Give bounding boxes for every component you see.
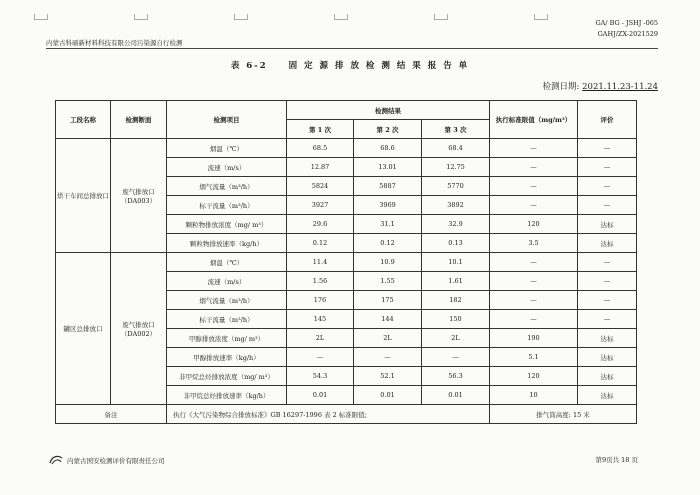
process-name: 罐区总排放口 <box>56 253 111 405</box>
run2-cell: 0.01 <box>354 386 422 405</box>
document-code-1: GA/ BG - JSHJ -065 <box>595 19 658 27</box>
limit-cell: 5.1 <box>490 348 578 367</box>
item-cell: 甲醇排放速率（kg/h） <box>167 348 287 367</box>
document-codes <box>595 18 658 40</box>
run3-cell: 5770 <box>422 177 490 196</box>
table-number: 表 6-2 <box>230 61 268 71</box>
run2-cell: 3969 <box>354 196 422 215</box>
run3-cell: 0.01 <box>422 386 490 405</box>
company-header: 内蒙古科硕新材料科技有限公司污染源自行检测 <box>46 39 183 47</box>
footer-org-name: 内蒙古国安检测评价有限责任公司 <box>67 456 165 465</box>
eval-cell: — <box>578 158 637 177</box>
limit-cell: — <box>490 291 578 310</box>
run1-cell: — <box>287 348 354 367</box>
header-eval: 评价 <box>578 101 637 139</box>
limit-cell: — <box>490 310 578 329</box>
run1-cell: 3927 <box>287 196 354 215</box>
item-cell: 标干流量（m³/h） <box>167 310 287 329</box>
header-run3: 第 3 次 <box>422 120 490 139</box>
item-cell: 烟温（℃） <box>167 139 287 158</box>
run3-cell: 182 <box>422 291 490 310</box>
run1-cell: 176 <box>287 291 354 310</box>
run3-cell: 0.13 <box>422 234 490 253</box>
run3-cell: 150 <box>422 310 490 329</box>
run2-cell: 144 <box>354 310 422 329</box>
note-row <box>56 405 637 424</box>
item-cell: 流速（m/s） <box>167 272 287 291</box>
run1-cell: 11.4 <box>287 253 354 272</box>
run3-cell: 56.3 <box>422 367 490 386</box>
eval-cell: — <box>578 253 637 272</box>
limit-cell: 3.5 <box>490 234 578 253</box>
run3-cell: 3892 <box>422 196 490 215</box>
table-row <box>56 253 637 272</box>
item-cell: 烟气流量（m³/h） <box>167 177 287 196</box>
binding-marks <box>34 14 634 22</box>
note-label: 备注 <box>56 405 167 424</box>
header-run2: 第 2 次 <box>354 120 422 139</box>
header-run1: 第 1 次 <box>287 120 354 139</box>
run2-cell: — <box>354 348 422 367</box>
limit-cell: 190 <box>490 329 578 348</box>
eval-cell: — <box>578 177 637 196</box>
test-date-value: 2021.11.23-11.24 <box>582 82 658 92</box>
limit-cell: — <box>490 158 578 177</box>
limit-cell: — <box>490 253 578 272</box>
item-cell: 烟温（℃） <box>167 253 287 272</box>
eval-cell: 达标 <box>578 215 637 234</box>
page-number: 第9页共 18 页 <box>595 456 638 464</box>
section-name: 废气排放口（DA002） <box>111 253 167 405</box>
limit-cell: 120 <box>490 215 578 234</box>
run2-cell: 1.55 <box>354 272 422 291</box>
header-divider <box>46 48 658 49</box>
limit-cell: — <box>490 196 578 215</box>
header-process: 工段名称 <box>56 101 111 139</box>
note-text: 执行《大气污染物综合排放标准》GB 16297-1996 表 2 标准限值; <box>167 405 490 424</box>
run2-cell: 31.1 <box>354 215 422 234</box>
eval-cell: — <box>578 139 637 158</box>
table-row <box>56 139 637 158</box>
item-cell: 非甲烷总烃排放浓度（mg/ m³） <box>167 367 287 386</box>
run3-cell: 12.75 <box>422 158 490 177</box>
run2-cell: 175 <box>354 291 422 310</box>
document-code-2: GAHJ/ZX-2021529 <box>597 30 658 38</box>
limit-cell: — <box>490 177 578 196</box>
run1-cell: 0.01 <box>287 386 354 405</box>
run2-cell: 52.1 <box>354 367 422 386</box>
footer-organization <box>48 455 165 465</box>
report-title <box>0 59 700 71</box>
run2-cell: 13.01 <box>354 158 422 177</box>
run3-cell: 10.1 <box>422 253 490 272</box>
results-table <box>55 100 637 424</box>
run2-cell: 2L <box>354 329 422 348</box>
run1-cell: 5824 <box>287 177 354 196</box>
run1-cell: 54.3 <box>287 367 354 386</box>
item-cell: 烟气流量（m³/h） <box>167 291 287 310</box>
stack-height: 排气筒高度: 15 米 <box>490 405 637 424</box>
run1-cell: 2L <box>287 329 354 348</box>
eval-cell: 达标 <box>578 234 637 253</box>
run1-cell: 68.5 <box>287 139 354 158</box>
eval-cell: — <box>578 310 637 329</box>
test-date <box>543 80 658 92</box>
eval-cell: 达标 <box>578 348 637 367</box>
table-title: 固 定 源 排 放 检 测 结 果 报 告 单 <box>288 61 470 71</box>
run1-cell: 29.6 <box>287 215 354 234</box>
item-cell: 颗粒物排放浓度（mg/ m³） <box>167 215 287 234</box>
eval-cell: — <box>578 291 637 310</box>
limit-cell: — <box>490 139 578 158</box>
item-cell: 甲醇排放浓度（mg/ m³） <box>167 329 287 348</box>
item-cell: 流速（m/s） <box>167 158 287 177</box>
limit-cell: 10 <box>490 386 578 405</box>
eval-cell: — <box>578 196 637 215</box>
run3-cell: 1.61 <box>422 272 490 291</box>
run3-cell: 32.9 <box>422 215 490 234</box>
eval-cell: 达标 <box>578 367 637 386</box>
run2-cell: 10.9 <box>354 253 422 272</box>
run1-cell: 1.56 <box>287 272 354 291</box>
run1-cell: 12.87 <box>287 158 354 177</box>
run2-cell: 0.12 <box>354 234 422 253</box>
eval-cell: — <box>578 272 637 291</box>
run2-cell: 68.6 <box>354 139 422 158</box>
header-limit: 执行标准限值（mg/m³） <box>490 101 578 139</box>
run3-cell: — <box>422 348 490 367</box>
eval-cell: 达标 <box>578 329 637 348</box>
org-logo-icon <box>48 455 64 465</box>
process-name: 烘干车间总排放口 <box>56 139 111 253</box>
section-name: 废气排放口（DA003） <box>111 139 167 253</box>
run3-cell: 2L <box>422 329 490 348</box>
item-cell: 颗粒物排放速率（kg/h） <box>167 234 287 253</box>
run3-cell: 68.4 <box>422 139 490 158</box>
limit-cell: — <box>490 272 578 291</box>
eval-cell: 达标 <box>578 386 637 405</box>
test-date-label: 检测日期: <box>542 82 580 92</box>
item-cell: 非甲烷总烃排放速率（kg/h） <box>167 386 287 405</box>
header-section: 检测断面 <box>111 101 167 139</box>
run1-cell: 0.12 <box>287 234 354 253</box>
header-results: 检测结果 <box>287 101 490 120</box>
run1-cell: 145 <box>287 310 354 329</box>
limit-cell: 120 <box>490 367 578 386</box>
header-item: 检测项目 <box>167 101 287 139</box>
run2-cell: 5887 <box>354 177 422 196</box>
item-cell: 标干流量（m³/h） <box>167 196 287 215</box>
